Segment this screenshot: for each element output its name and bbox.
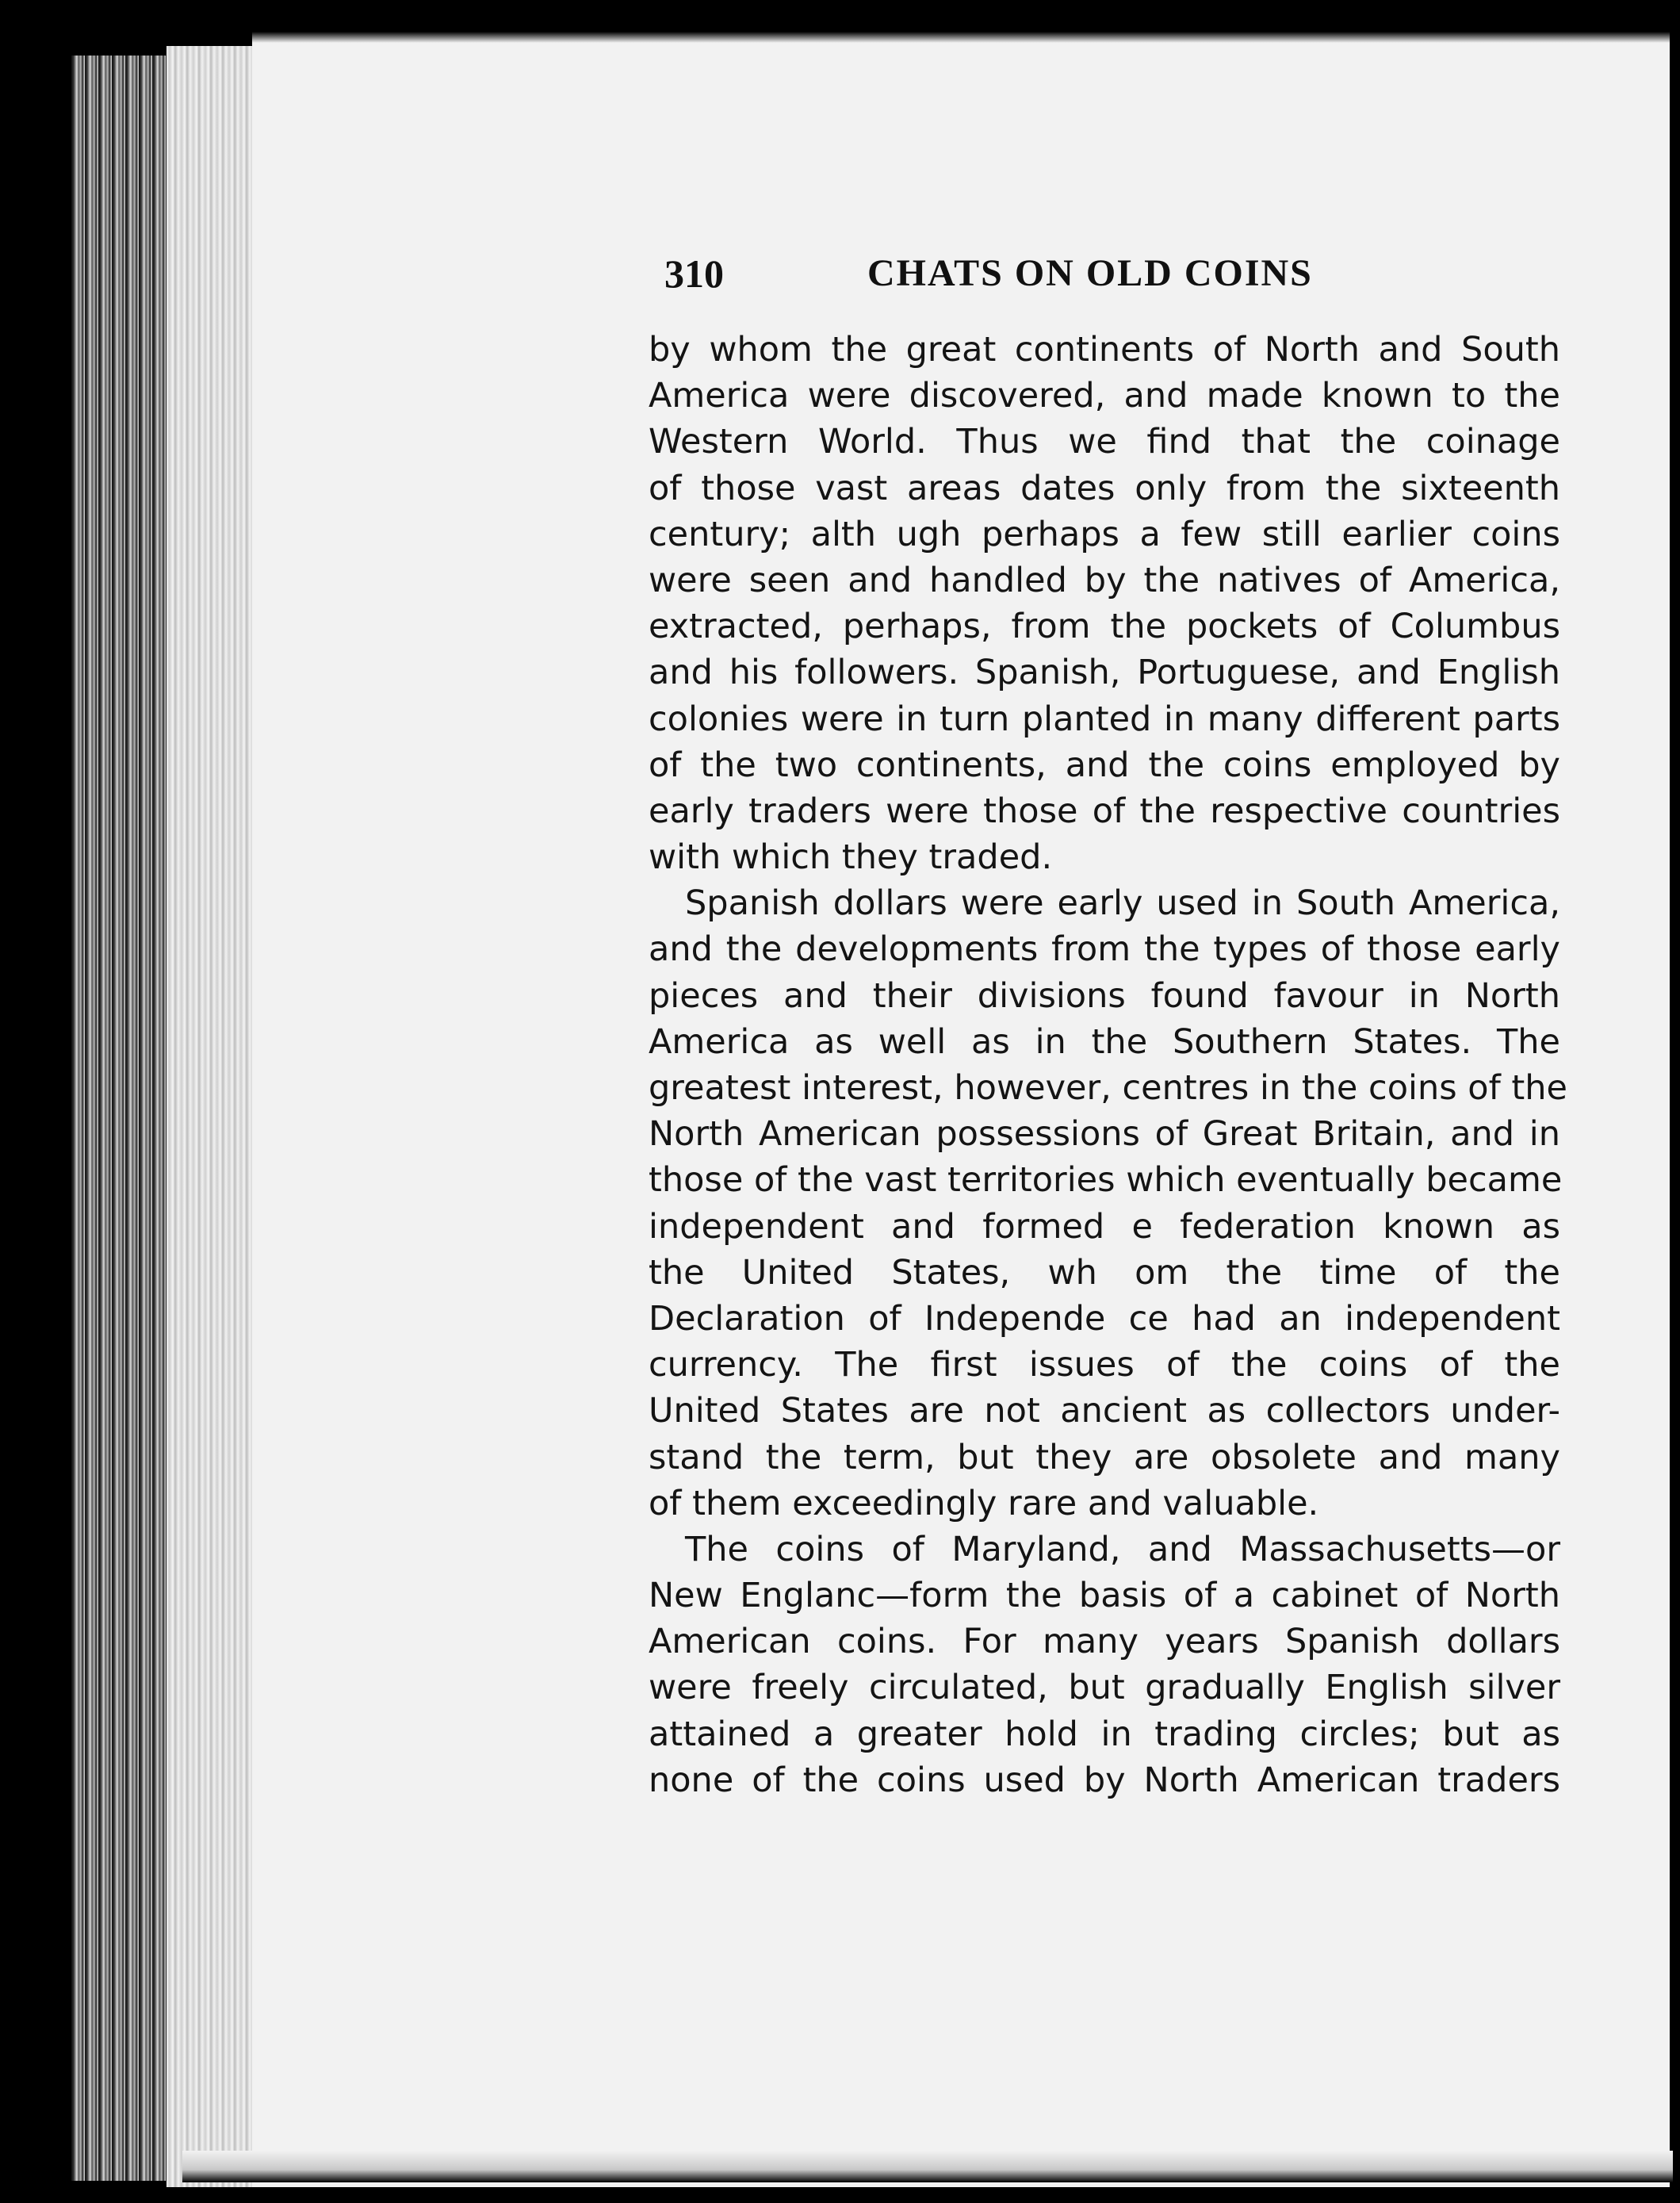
text-line: colonies were in turn planted in many different parts — [649, 699, 1560, 739]
text-line: were seen and handled by the natives of America, — [649, 560, 1560, 600]
page-edges-inner — [166, 46, 258, 2187]
text-line: extracted, perhaps, from the pockets of Columbus — [649, 607, 1560, 647]
page-number: 310 — [664, 251, 724, 296]
text-line: were freely circulated, but gradually English silver — [649, 1668, 1560, 1708]
running-head — [664, 246, 1560, 301]
text-line: of those vast areas dates only from the sixteenth — [649, 468, 1560, 508]
text-line: America were discovered, and made known to the — [649, 376, 1560, 416]
text-line: currency. The first issues of the coins of the — [649, 1345, 1560, 1385]
text-line: of the two continents, and the coins employed by — [649, 745, 1560, 785]
text-line: independent and formed e federation known as — [649, 1206, 1560, 1247]
text-line: The coins of Maryland, and Massachusetts—or — [685, 1529, 1560, 1569]
text-line: Western World. Thus we find that the coinage — [649, 422, 1560, 462]
text-line: those of the vast territories which eventually became — [649, 1160, 1563, 1201]
text-line: attained a greater hold in trading circles; but as — [649, 1714, 1560, 1754]
text-line: America as well as in the Southern States. The — [649, 1021, 1560, 1062]
text-line: New Englanc—form the basis of a cabinet of North — [649, 1576, 1560, 1616]
text-line: stand the term, but they are obsolete and many — [649, 1437, 1560, 1477]
text-line: with which they traded. — [649, 837, 1053, 878]
text-line: Spanish dollars were early used in South America, — [685, 883, 1560, 924]
text-line: century; alth ugh perhaps a few still earlier coins — [649, 514, 1560, 554]
text-line: North American possessions of Great Britain, and in — [649, 1114, 1560, 1155]
text-line: early traders were those of the respective countries — [649, 791, 1560, 831]
text-line: Declaration of Independe ce had an independent — [649, 1298, 1560, 1339]
text-line: the United States, wh om the time of the — [649, 1252, 1560, 1293]
text-line: American coins. For many years Spanish dollars — [649, 1622, 1560, 1662]
text-line: none of the coins used by North American traders — [649, 1760, 1560, 1800]
text-line: and his followers. Spanish, Portuguese, and English — [649, 653, 1560, 693]
text-line: and the developments from the types of those early — [649, 929, 1560, 970]
page-bottom-fold — [182, 2151, 1673, 2182]
body-text — [649, 327, 1567, 1803]
book-title: CHATS ON OLD COINS — [867, 252, 1313, 294]
text-line: greatest interest, however, centres in the coins of the — [649, 1068, 1567, 1108]
text-line: of them exceedingly rare and valuable. — [649, 1483, 1319, 1523]
page-top-shadow — [252, 32, 1670, 43]
text-line: pieces and their divisions found favour in North — [649, 975, 1560, 1016]
text-line: by whom the great continents of North and South — [649, 330, 1560, 370]
text-line: United States are not ancient as collectors under- — [649, 1391, 1560, 1431]
